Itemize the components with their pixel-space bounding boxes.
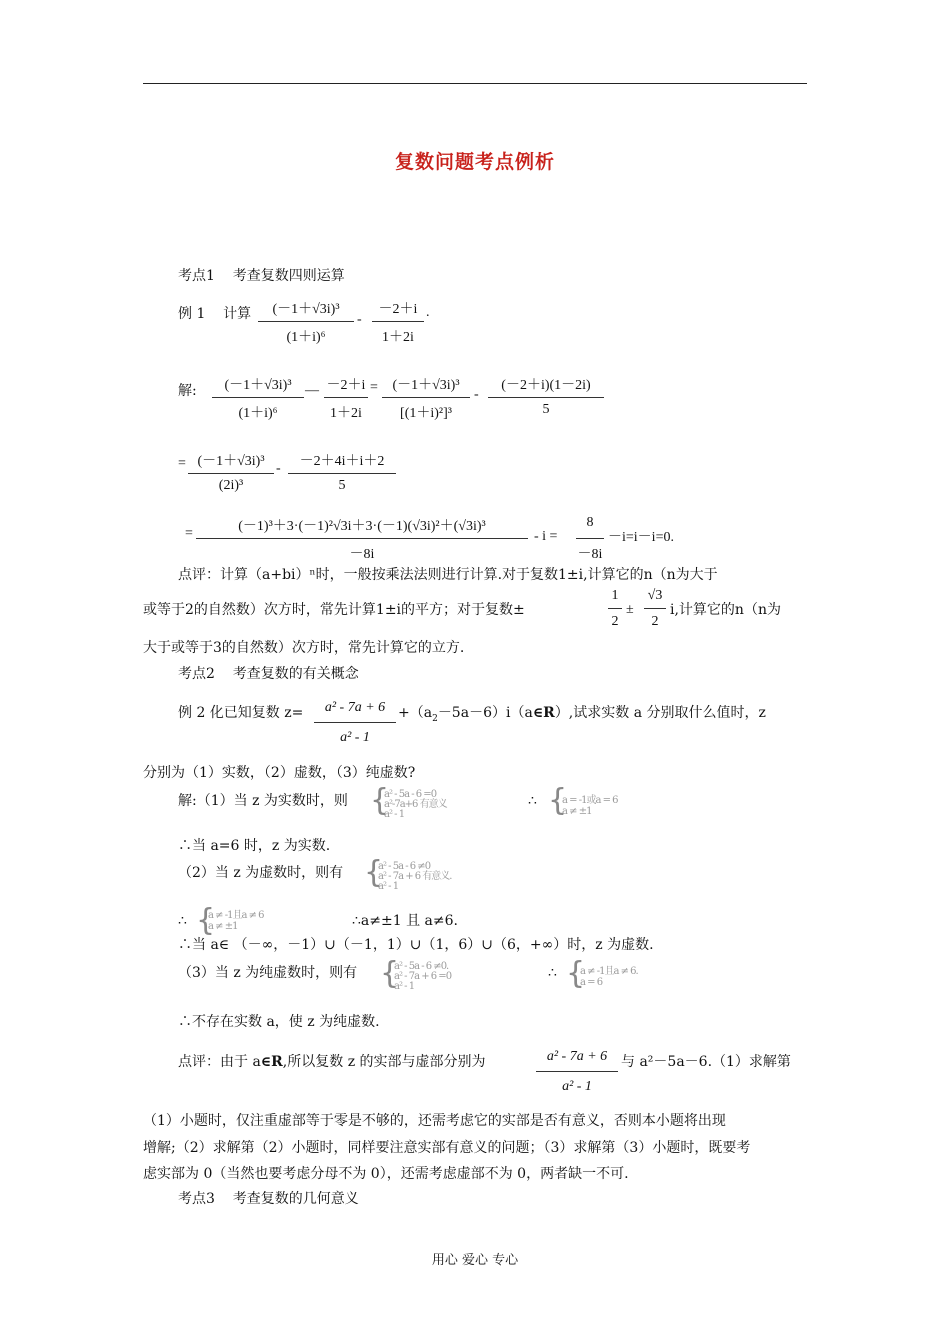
comment-1-line-1: 点评：计算（a+bi）ⁿ时，一般按乘法法则进行计算.对于复数1±i,计算它的n（n为大于 [178,567,718,583]
sys-line: a = 6 [580,977,603,988]
sol1-g-numerator: (－1)³＋3·(－1)²√3i＋3·(－1)(√3i)²＋(√3i)³ [238,519,486,534]
sol2-part3: （3）当 z 为纯虚数时，则有 [178,965,358,981]
sol2-p3-system-1 [394,962,451,992]
section-2-title: 考查复数的有关概念 [232,666,359,682]
ex1-f2-denominator: 1＋2i [382,330,414,345]
comment-1-line-2b: i,计算它的n（n为 [670,602,781,618]
sol1-h-numerator: 8 [586,515,594,530]
sys-line: a² - 7a + 6 有意义. [378,871,452,882]
root-numerator: √3 [647,588,663,603]
therefore-symbol: ∴ [178,913,187,929]
fraction-bar [608,608,622,609]
ex1-f1-numerator: (－1＋√3i)³ [272,302,340,317]
ex2-suffix-a: +（a [398,705,433,721]
header-rule [143,83,807,84]
fraction-bar [536,1071,618,1072]
comment2-a: 点评：由于 a [178,1054,261,1070]
comment-2-line-1c: 与 a²－5a－6.（1）求解第 [621,1054,791,1070]
sol1-dash: — [305,383,319,398]
ex2-prefix: 例 2 化已知复数 z= [178,705,304,721]
therefore-symbol: ∴ [528,793,537,809]
comment-1-line-2a: 或等于2的自然数）次方时，常先计算1±i的平方；对于复数± [143,602,525,618]
sol2-part2: （2）当 z 为虚数时，则有 [178,865,344,881]
sol1-minus: - [474,387,479,402]
section-2-heading [178,666,359,682]
comment2-in-r: ∈R [260,1054,283,1070]
section-2-label: 考点2 [178,666,215,682]
sol1-line3-equals: = [185,526,193,541]
sol1-g-tail: - i = [534,529,558,544]
fraction-bar [212,397,304,398]
brace-icon: { [380,956,400,991]
sol2-p3-system-2 [580,966,638,988]
fraction-bar [576,538,604,539]
sys-line: a ≠ ±1 [562,806,592,817]
sol1-h-tail: －i=i－i=0. [608,530,674,545]
example-1-label [178,306,251,322]
ex1-period: . [426,305,430,320]
sol1-g-denominator: －8i [349,547,375,562]
sys-line: a² - 7a + 6 =0 [394,971,452,982]
sol1-a-denominator: (1＋i)⁶ [238,406,278,421]
page-title: 复数问题考点例析 [394,151,555,173]
ex2-suffix-c: ）,试求实数 a 分别取什么值时，z [554,705,766,721]
sol1-fraction-c [382,374,470,422]
sol2-p2-system-2 [208,910,264,932]
comment2-numerator: a² - 7a + 6 [546,1049,608,1064]
ex1-minus: - [357,312,362,327]
fraction-bar [196,538,528,539]
fraction-bar [188,473,274,474]
sys-line: a²-7a+6 有意义 [384,799,447,810]
ex2-line-2: 分别为（1）实数，（2）虚数，（3）纯虚数? [143,765,416,781]
ex2-suffix-b: －5a－6）i（a [437,705,533,721]
section-1-heading [178,268,345,284]
sol2-p1-system-2 [562,795,618,817]
brace-icon: { [566,956,586,991]
sys-line: a² - 5a - 6 =0 [384,789,437,800]
section-1-label: 考点1 [178,268,215,284]
sys-line: a² - 5a - 6 ≠0 [378,861,431,872]
sol2-part1-result: ∴当 a=6 时，z 为实数. [178,838,331,854]
sol2-part2-result-1: ∴a≠±1 且 a≠6. [352,913,458,929]
comment1-plus-minus: ± [626,602,634,617]
sol1-equals: = [370,380,378,395]
comment-2-line-2: （1）小题时，仅注重虚部等于零是不够的，还需考虑它的实部是否有意义，否则本小题将出现 [143,1113,726,1129]
comment-2-line-3: 增解;（2）求解第（2）小题时，同样要注意实部有意义的问题；（3）求解第（3）小题时，既要考 [143,1140,751,1156]
sol1-c-denominator: [(1＋i)²]³ [400,406,452,421]
half-numerator: 1 [611,588,619,603]
fraction-bar [314,722,396,723]
brace-icon: { [196,903,216,938]
half-denominator: 2 [611,614,619,629]
sol1-fraction-e [188,450,274,498]
sol2-part1: 解:（1）当 z 为实数时，则 [178,793,348,809]
sol1-line2-minus: - [276,461,281,476]
sol1-fraction-f [288,450,396,498]
comment2-denominator: a² - 1 [562,1079,592,1094]
ex1-fraction-2 [372,298,424,346]
fraction-bar [488,397,604,398]
sol2-part2-therefore [178,913,187,929]
sol1-d-numerator: (－2＋i)(1－2i) [501,378,591,393]
ex2-in-r: ∈R [532,705,555,721]
ex1-f2-numerator: －2＋i [378,302,418,317]
sol1-fraction-h [576,515,604,563]
sol1-line2-equals: = [178,456,186,471]
therefore-symbol: ∴ [548,965,557,981]
ex2-denominator: a² - 1 [340,730,370,745]
ex1-prompt: 计算 [223,306,252,322]
sys-line: a² - 1 [384,809,405,820]
sol1-c-numerator: (－1＋√3i)³ [392,378,460,393]
ex2-sub: 2 [432,713,438,724]
sol1-f-denominator: 5 [338,478,346,493]
comment-1-line-3: 大于或等于3的自然数）次方时，常先计算它的立方. [143,640,465,656]
sol2-p1-system-1 [384,790,447,820]
sol1-fraction-a [212,374,304,422]
sol1-e-numerator: (－1＋√3i)³ [197,454,265,469]
fraction-bar [288,473,396,474]
comment2-fraction [536,1049,618,1097]
fraction-bar [644,608,666,609]
solution-1-label: 解: [178,383,197,399]
sol1-b-numerator: －2＋i [326,378,366,393]
brace-icon: { [548,783,568,818]
sys-line: a ≠ -1且a ≠ 6 [208,910,264,921]
section-3-heading [178,1191,359,1207]
ex1-f1-denominator: (1＋i)⁶ [286,330,326,345]
root-denominator: 2 [651,614,659,629]
page-footer: 用心 爱心 专心 [431,1253,519,1268]
ex2-numerator: a² - 7a + 6 [324,700,386,715]
section-3-label: 考点3 [178,1191,215,1207]
sol1-f-numerator: －2＋4i＋i＋2 [299,454,385,469]
sol1-fraction-b [324,374,368,422]
sol1-fraction-d [488,374,604,422]
sol1-b-denominator: 1＋2i [330,406,362,421]
sol1-d-denominator: 5 [542,402,550,417]
brace-icon: { [364,855,384,890]
sol1-a-numerator: (－1＋√3i)³ [224,378,292,393]
comment1-frac-half [608,588,622,636]
ex1-label: 例 1 [178,306,206,322]
comment-2-line-1a [178,1054,486,1070]
sys-line: a² - 1 [394,981,415,992]
sol2-part3-result: ∴不存在实数 a，使 z 为纯虚数. [178,1014,380,1030]
sol1-e-denominator: (2i)³ [218,478,244,493]
sol1-fraction-g [196,515,528,563]
fraction-bar [382,397,470,398]
comment2-b: ,所以复数 z 的实部与虚部分别为 [282,1054,486,1070]
ex2-fraction [314,700,396,748]
sol2-p2-system-1 [378,862,452,892]
ex2-suffix [398,705,766,727]
sys-line: a = -1或a = 6 [562,795,618,806]
sys-line: a² - 1 [378,881,399,892]
fraction-bar [258,321,354,322]
ex1-fraction-1 [258,298,354,346]
comment1-frac-root [644,588,666,636]
sys-line: a ≠ ±1 [208,921,238,932]
sol1-h-denominator: －8i [577,547,603,562]
sol2-part2-result-2: ∴当 a∈ （－∞，－1）∪（－1，1）∪（1，6）∪（6，+∞）时，z 为虚数. [178,937,654,953]
fraction-bar [372,321,424,322]
fraction-bar [324,397,368,398]
sys-line: a ≠ -1且a ≠ 6. [580,966,638,977]
brace-icon: { [370,783,390,818]
sys-line: a² - 5a - 6 ≠0. [394,961,449,972]
comment-2-line-4: 虑实部为 0（当然也要考虑分母不为 0），还需考虑虚部不为 0，两者缺一不可. [143,1166,629,1182]
section-3-title: 考查复数的几何意义 [232,1191,359,1207]
section-1-title: 考查复数四则运算 [232,268,345,284]
